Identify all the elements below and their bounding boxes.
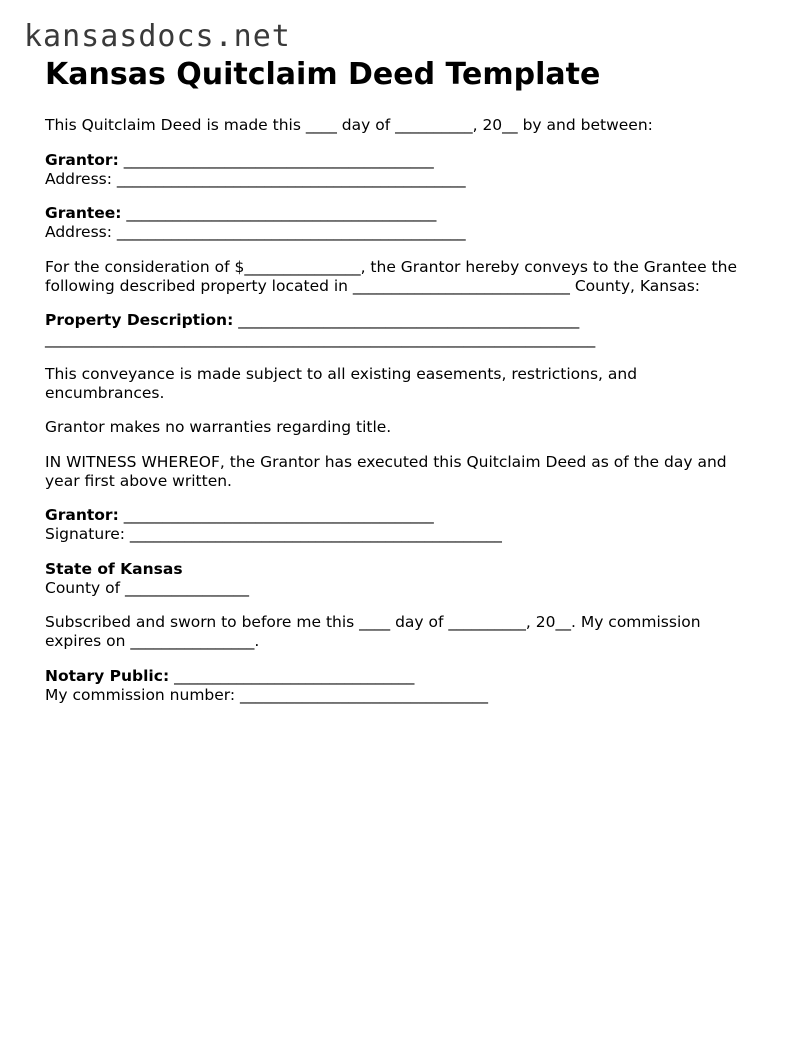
- sworn-paragraph: [45, 613, 765, 651]
- consideration-line-2: following described property located in ____________________________ County, Kansas:: [45, 276, 700, 295]
- signature-line: Signature: ________________________________________________: [45, 525, 502, 543]
- grantor-line: [45, 151, 765, 170]
- property-label: Property Description:: [45, 311, 234, 329]
- notary-section: [45, 667, 765, 705]
- grantor-label: Grantor:: [45, 150, 119, 169]
- witness-paragraph: [45, 453, 765, 491]
- property-section: [45, 311, 765, 349]
- grantee-label: Grantee:: [45, 204, 122, 222]
- property-line: [45, 311, 765, 330]
- grantee-address: Address: _____________________________________________: [45, 223, 466, 241]
- warranty-text: Grantor makes no warranties regarding title.: [45, 418, 392, 436]
- notary-label: Notary Public:: [45, 666, 170, 685]
- commission-number-line: My commission number: ________________________________: [45, 685, 489, 704]
- state-label: [45, 560, 765, 579]
- notary-line: [45, 667, 765, 686]
- grantee-line: [45, 204, 765, 223]
- signature-grantor-blank: ________________________________________: [118, 506, 434, 524]
- conveyance-line-1: This conveyance is made subject to all existing easements, restrictions, and: [45, 364, 638, 383]
- grantor-blank: ________________________________________: [118, 150, 434, 169]
- property-blank: ____________________________________________: [233, 311, 580, 329]
- property-blank-2: _______________________________________________________________________: [45, 330, 596, 348]
- conveyance-paragraph: [45, 365, 765, 403]
- signature-section: [45, 506, 765, 544]
- consideration-line-1: For the consideration of $_______________, the Grantor hereby conveys to the Grantee the: [45, 257, 737, 276]
- page-title: Kansas Quitclaim Deed Template: [45, 57, 601, 92]
- witness-line-1: IN WITNESS WHEREOF, the Grantor has executed this Quitclaim Deed as of the day and: [45, 452, 727, 471]
- witness-line-2: year first above written.: [45, 471, 232, 490]
- county-line: County of ________________: [45, 578, 249, 597]
- state-section: [45, 560, 765, 598]
- consideration-paragraph: [45, 258, 765, 296]
- notary-blank: _______________________________: [169, 666, 415, 685]
- watermark: kansasdocs.net: [24, 19, 291, 54]
- signature-grantor-label: Grantor:: [45, 506, 119, 524]
- document-page: [45, 56, 765, 705]
- grantor-section: [45, 151, 765, 189]
- intro-text: This Quitclaim Deed is made this ____ day of __________, 20__ by and between:: [45, 116, 653, 134]
- signature-grantor-line: [45, 506, 765, 525]
- conveyance-line-2: encumbrances.: [45, 383, 165, 402]
- grantee-section: [45, 204, 765, 242]
- grantor-address: Address: _____________________________________________: [45, 169, 466, 188]
- sworn-line-1: Subscribed and sworn to before me this ____ day of __________, 20__. My commission: [45, 613, 701, 631]
- sworn-line-2: expires on ________________.: [45, 632, 260, 650]
- grantee-blank: ________________________________________: [121, 204, 437, 222]
- state-label-text: State of Kansas: [45, 559, 183, 578]
